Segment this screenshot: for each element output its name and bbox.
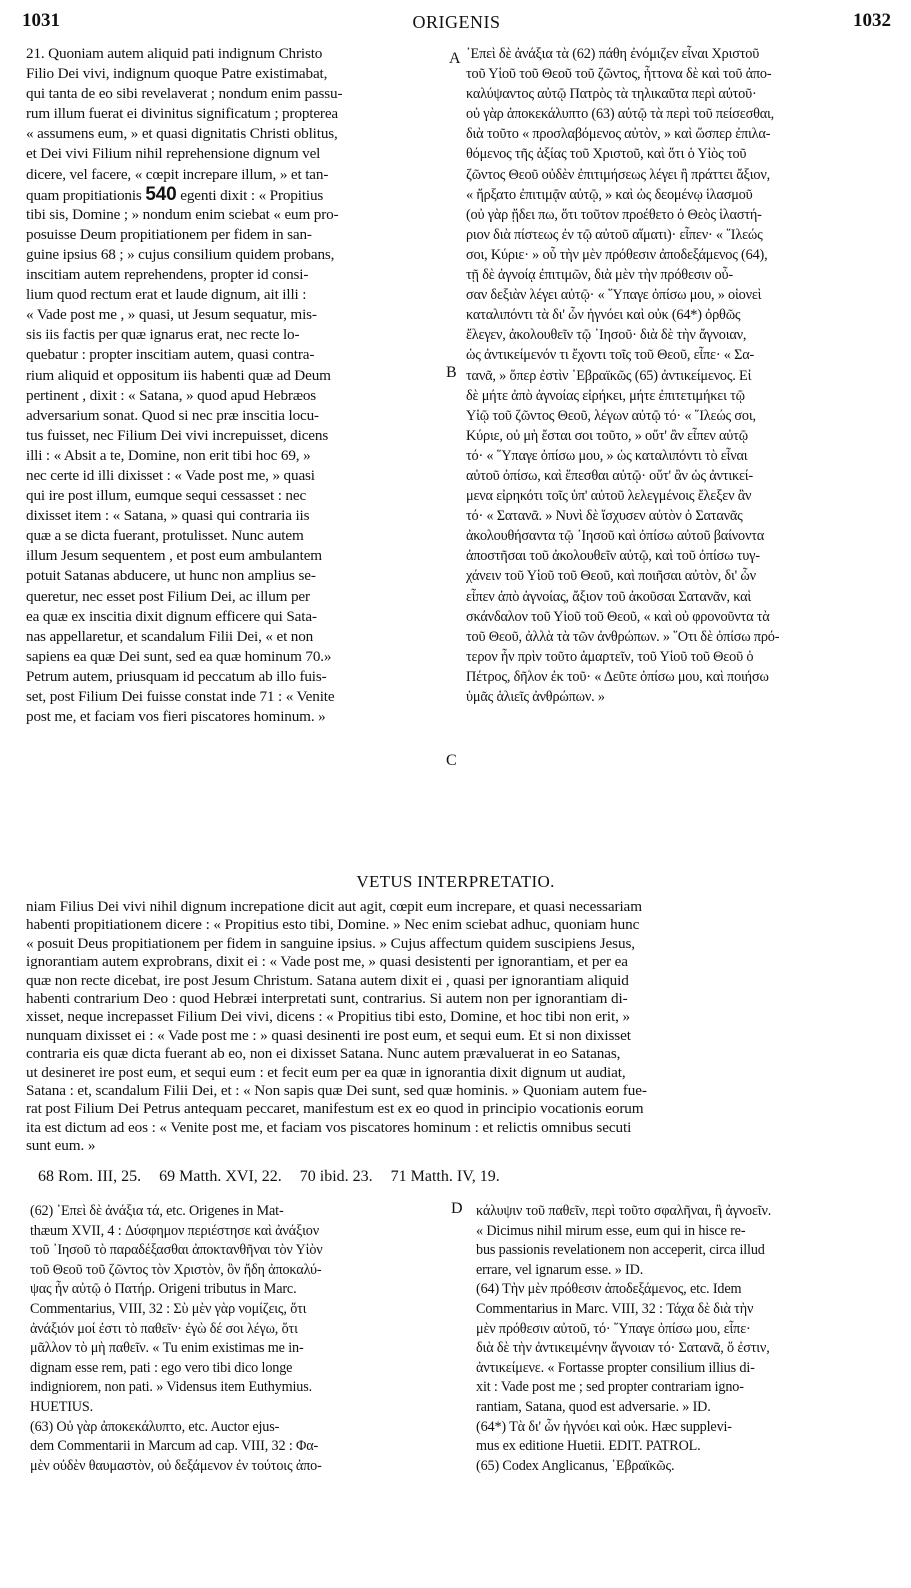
greek-text-line: τανᾶ, » ὅπερ ἐστὶν ῾Εβραϊκῶς (65) ἀντικείμενος. Εἰ [466,367,752,384]
greek-text-line: εἶπεν ἀπὸ ἀγνοίας, ἄξιον τοῦ ἀκοῦσαι Σατανᾶν, καὶ [466,588,752,605]
vetus-text-line: nunquam dixisset ei : « Vade post me : » quasi desinenti ire post eum, et sequi eum. Et si non dixisset [26,1026,631,1044]
greek-text-line: σοι, Κύριε· » οὗ τὴν μὲν πρόθεσιν ἀποδεξάμενος (64), [466,246,768,263]
vetus-text-line: sunt eum. » [26,1137,96,1155]
footnote-line: errare, vel ignarum esse. » ID. [476,1261,644,1278]
footnote-line: mus ex editione Huetii. EDIT. PATROL. [476,1438,701,1455]
footnote-line: μὲν οὐδὲν θαυμαστὸν, οὐ δεξάμενον ἐν τούτοις ἀπο- [30,1457,322,1474]
latin-text-line: pertinent , dixit : « Satana, » quod apud Hebræos [26,386,317,404]
scripture-references [38,1168,518,1186]
vetus-text-line: ignorantiam autem exprobrans, dixit ei : « Vade post me, » quasi desistenti per ignorantiam, et per ea [26,953,628,971]
vetus-text-line: « posuit Deus propitiationem per fidem in sanguine ipsius. » Cujus affectum quidem suscipiens Jesus, [26,934,635,952]
footnote-line: (65) Codex Anglicanus, ῾Εβραϊκῶς. [476,1457,675,1474]
latin-text-line: nec certe id illi dixisset : « Vade post me, » quasi [26,466,315,484]
footnote-line: μᾶλλον τὸ μὴ παθεῖν. « Tu enim existimas me in- [30,1340,304,1357]
footnote-line: dignam esse rem, pati : ego vero tibi dico longe [30,1359,293,1376]
latin-text-line: post me, et faciam vos fieri piscatores hominum. » [26,708,326,726]
footnote-line: indigniorem, non pati. » Vidensus item Euthymius. [30,1379,312,1396]
vetus-text-line: niam Filius Dei vivi nihil dignum increpatione dicit aut agit, cœpit eum increpare, et quasi necessariam [26,898,642,915]
latin-text-line: illum Jesum sequentem , et post eum ambulantem [26,547,322,565]
greek-text-line: ὑμᾶς ἁλιεῖς ἀνθρώπων. » [466,689,605,705]
latin-text-line: Petrum autem, priusquam id peccatum ab illo fuis- [26,667,327,685]
vetus-text-line: contraria eis quæ dicta fuerant ab eo, non ei dixisset Satana. Nunc autem prævaluerat in eo Satanas, [26,1045,621,1063]
latin-text-line: queretur, nec esset post Filium Dei, ac illum per [26,587,310,605]
latin-text-line: quebatur : propter inscitiam autem, quasi contra- [26,346,315,364]
greek-text-line: ἀκολουθήσαντα τῷ ᾿Ιησοῦ καὶ ὀπίσω αὐτοῦ βαίνοντα [466,528,765,545]
greek-column [466,44,896,707]
latin-column [26,44,438,727]
footnote-line: διὰ δὲ τὴν ἀντικειμένην ἄγνοιαν τό· Σατανᾶ, ὅ ἐστιν, [476,1340,770,1357]
footnote-line: ψας ἦν αὐτῷ ὁ Πατήρ. Origeni tributus in Marc. [30,1281,297,1298]
vetus-text-line: ita est dictum ad eos : « Venite post me, et faciam vos piscatores hominum : et relictis omnibus secuti [26,1118,632,1136]
page-number-left: 1031 [22,10,60,31]
vetus-text-line: ut desineret ire post eum, et sequi eum : et fecit eum per ea quæ in ignorantia dixit dignum ut audiat, [26,1063,626,1081]
greek-text-line: ἔλεγεν, ἀκολουθεῖν τῷ ᾿Ιησοῦ· διὰ δὲ τὴν ἄγνοιαν, [466,327,747,344]
footnote-line: κάλυψιν τοῦ παθεῖν, περὶ τοῦτο σφαλῆναι, ἢ ἀγνοεῖν. [476,1203,772,1219]
latin-text-line: tus fuisset, nec Filium Dei vivi increpuisset, dicens [26,426,329,444]
vetus-text-line: Satana : et, scandalum Filii Dei, et : « Non sapis quæ Dei sunt, sed quæ hominis. » Quoniam autem fue- [26,1081,647,1099]
footnotes-right [476,1202,896,1476]
vetus-text-line: rat post Filium Dei Petrus antequam peccaret, manifestum est ex eo quod in principio vocationis eorum [26,1100,644,1118]
latin-text-line: illi : « Absit a te, Domine, non erit tibi hoc 69, » [26,446,311,464]
scripture-reference: 70 ibid. 23. [299,1168,373,1185]
latin-text-line: « assumens eum, » et quasi dignitatis Christi oblitus, [26,125,338,143]
greek-text-line: σκάνδαλον τοῦ Υἱοῦ τοῦ Θεοῦ, « καὶ οὐ φρονοῦντα τὰ [466,608,770,625]
scripture-reference: 68 Rom. III, 25. [38,1168,142,1185]
footnote-line: ἀντικείμενε. « Fortasse propter consilium illius di- [476,1359,755,1376]
greek-text-line: Πέτρος, δῆλον ἐκ τοῦ· « Δεῦτε ὀπίσω μου, καὶ ποιήσω [466,668,769,685]
latin-text-line: adversarium sonat. Quod si nec præ inscitia locu- [26,406,319,424]
greek-text-line: καταλιπόντι τὰ δι' ὧν ἠγνόει καὶ οὐκ (64*) ὀρθῶς [466,307,741,324]
latin-text-line: dicere, vel facere, « cœpit increpare illum, » et tan- [26,165,329,183]
vetus-interpretatio-title: VETUS INTERPRETATIO. [356,872,555,891]
greek-text-line: ριον διὰ πίστεως ἐν τῷ αὐτοῦ αἵματι)· εἶπεν· « ῞Ιλεώς [466,226,763,243]
greek-text-line: ᾿Επεὶ δὲ ἀνάξια τὰ (62) πάθη ἐνόμιζεν εἶναι Χριστοῦ [466,46,760,62]
greek-text-line: (οὐ γὰρ ᾔδει πω, ὅτι τοῦτον προέθετο ὁ Θεὸς ἱλαστή- [466,206,762,223]
latin-text-line: et Dei vivi Filium nihil reprehensione dignum vel [26,145,321,163]
latin-text-line: rium aliquid et oppositum iis habenti quæ ad Deum [26,366,331,384]
footnote-line: Commentarius, VIII, 32 : Σὺ μὲν γὰρ νομίζεις, ὅτι [30,1300,307,1317]
footnote-line: xit : Vade post me ; sed propter contrariam igno- [476,1379,744,1396]
latin-text-line: qui ire post illum, eumque sequi cessasset : nec [26,487,307,505]
latin-text-line: ea quæ ex inscitia dixit dignum efficere qui Sata- [26,607,317,625]
footnote-line: thæum XVII, 4 : Δύσφημον περιέστησε καὶ ἀνάξιον [30,1222,320,1239]
footnote-line: rantiam, Satana, quod est adversarie. » ID. [476,1398,711,1415]
greek-text-line: ὡς ἀντικείμενόν τι ἔχοντι τοῖς τοῦ Θεοῦ, εἶπε· « Σα- [466,347,755,364]
greek-text-line: Κύριε, οὐ μὴ ἔσται σοι τοῦτο, » οὔτ' ἂν εἶπεν αὐτῷ [466,427,748,444]
vetus-interpretatio-text [26,898,898,1155]
vetus-text-line: habenti contrarium Deo : quod Hebræi interpretati sunt, contrarius. Si autem non per ignorantiam di- [26,989,628,1007]
page-header [14,2,899,32]
latin-text-line: potuit Satanas abducere, ut hunc non amplius se- [26,567,316,585]
latin-text-line: set, post Filium Dei fuisse constat inde 71 : « Venite [26,688,335,705]
greek-text-line: μενα εἰρηκότι τοῖς ὑπ' αὐτοῦ λελεγμένοις ἔλεξεν ἂν [466,488,752,505]
greek-text-line: τοῦ Υἱοῦ τοῦ Θεοῦ τοῦ ζῶντος, ἧττονα δὲ καὶ τοῦ ἀπο- [466,66,772,83]
footnote-line: HUETIUS. [30,1398,94,1415]
vetus-text-line: quæ non recte dicebat, ire post Jesum Christum. Satana autem dixit ei , quasi per ignorantiam aliquid [26,971,629,989]
latin-text-line: rum illum fuerat ei divinitus significatum ; propterea [26,105,339,123]
scripture-reference: 69 Matth. XVI, 22. [159,1168,282,1185]
greek-text-line: οὐ γὰρ ἀποκεκάλυπτο (63) αὐτῷ τὰ περὶ τοῦ πείσεσθαι, [466,106,775,123]
greek-text-line: ζῶντος Θεοῦ οὐδὲν ἐπιτιμήσεως λέγει ἢ πράττει ἄξιον, [466,166,770,183]
footnote-line: Commentarius in Marc. VIII, 32 : Τάχα δὲ διὰ τὴν [476,1300,754,1317]
scripture-reference: 71 Matth. IV, 19. [390,1168,500,1185]
greek-text-line: θόμενος τῆς ἀξίας τοῦ Χριστοῦ, καὶ ὅτι ὁ Υἱὸς τοῦ [466,146,747,163]
footnote-line: μὲν πρόθεσιν αὐτοῦ, τό· ῞Υπαγε ὀπίσω μου, εἶπε· [476,1320,751,1337]
latin-text-line: Filio Dei vivi, indignum quoque Patre existimabat, [26,65,328,83]
margin-letter-c: C [446,752,457,769]
footnote-line: (64*) Τὰ δι' ὧν ἠγνόει καὶ οὐκ. Hæc supplevi- [476,1418,732,1435]
latin-text-line: posuisse Deum propitiationem per fidem in san- [26,225,312,243]
greek-text-line: αὐτοῦ ὀπίσω, καὶ ἕπεσθαι αὐτῷ· οὔτ' ἂν ὡς ἀντικεί- [466,467,753,484]
margin-letter-a: A [449,50,461,67]
latin-text-line: quæ a se dicta fuerant, protulisset. Nunc autem [26,527,304,545]
latin-text-line: dixisset item : « Satana, » quasi qui contraria iis [26,507,310,525]
latin-text-line: tibi sis, Domine ; » nondum enim sciebat « eum pro- [26,205,339,223]
latin-text-line: guine ipsius 68 ; » cujus consilium quidem probans, [26,245,335,263]
footnote-line: τοῦ ᾿Ιησοῦ τὸ παραδέξασθαι ἀποκτανθῆναι τὸν Υἱὸν [30,1242,323,1259]
greek-text-line: διὰ τοῦτο « προσλαβόμενος αὐτὸν, » καὶ ὥσπερ ἐπιλα- [466,126,771,143]
footnote-line: ἀνάξιόν μοί ἐστι τὸ παθεῖν· ἐγὼ δέ σοι λέγω, ὅτι [30,1320,298,1337]
footnotes-left [30,1202,446,1476]
latin-text-line: sis iis factis per quæ ignarus erat, nec recte lo- [26,326,300,344]
running-title: ORIGENIS [412,12,501,32]
latin-text-line: sapiens ea quæ Dei sunt, sed ea quæ hominum 70.» [26,647,332,665]
footnote-line: τοῦ Θεοῦ τοῦ ζῶντος τὸν Χριστὸν, ὃν ἤδη ἀποκαλύ- [30,1261,322,1278]
footnote-line: (62) ᾿Επεὶ δὲ ἀνάξια τά, etc. Origenes in Mat- [30,1203,284,1219]
latin-text-line: lium quod rectum erat et laude dignum, ait illi : [26,286,307,304]
latin-text-line: 21. Quoniam autem aliquid pati indignum Christo [26,45,323,62]
greek-text-line: σαν δεξιὰν λέγει αὐτῷ· « ῞Υπαγε ὀπίσω μου, » οἱονεὶ [466,287,762,304]
greek-text-line: τοῦ Θεοῦ, ἀλλὰ τὰ τῶν ἀνθρώπων. » ῞Οτι δὲ ὀπίσω πρό- [466,628,780,645]
greek-text-line: τῇ δὲ ἀγνοίᾳ ἐπιτιμῶν, διὰ μὲν τὴν πρόθεσιν οὖ- [466,267,733,284]
greek-text-line: δὲ μήτε ἀπὸ ἀγνοίας εἰρήκει, μήτε ἐπιτετιμήκει τῷ [466,387,745,404]
greek-text-line: τό· « Σατανᾶ. » Νυνὶ δὲ ἴσχυσεν αὐτὸν ὁ Σατανᾶς [466,508,743,525]
latin-text-line: quam propitiationis 540 egenti dixit : « Propitius [26,184,324,205]
margin-letter-d: D [451,1200,463,1217]
latin-text-line: qui tanta de eo sibi revelaverat ; nondum enim passu- [26,85,343,103]
greek-text-line: « ἤρξατο ἐπιτιμᾷν αὐτῷ, » καὶ ὡς δεομένῳ ἱλασμοῦ [466,186,753,203]
greek-text-line: τερον ἦν πρὶν τοῦτο ἁμαρτεῖν, τοῦ Υἱοῦ τοῦ Θεοῦ ὁ [466,648,754,665]
greek-text-line: χάνειν τοῦ Υἱοῦ τοῦ Θεοῦ, καὶ ποιῆσαι αὐτὸν, δι' ὧν [466,568,756,585]
margin-letter-b: B [446,364,457,381]
greek-text-line: καλύψαντος αὐτῷ Πατρὸς τὰ τηλικαῦτα περὶ αὐτοῦ· [466,86,757,103]
vetus-text-line: habenti propitiationem dicere : « Propitius esto tibi, Domine. » Nec enim sciebat adhuc, quoniam hunc [26,916,640,934]
footnote-line: dem Commentarii in Marcum ad cap. VIII, 32 : Φα- [30,1438,319,1455]
footnote-line: (63) Οὐ γὰρ ἀποκεκάλυπτο, etc. Auctor ejus- [30,1418,280,1435]
footnote-line: bus passionis revelationem non acceperit, circa illud [476,1242,765,1259]
footnote-line: « Dicimus nihil mirum esse, eum qui in hisce re- [476,1222,746,1239]
latin-text-line: nas appellaretur, et scandalum Filii Dei, « et non [26,627,314,645]
page-number-right: 1032 [853,10,891,31]
greek-text-line: Υἱῷ τοῦ ζῶντος Θεοῦ, λέγων αὐτῷ τό· « ῞Ιλεώς σοι, [466,407,756,424]
footnote-line: (64) Τὴν μὲν πρόθεσιν ἀποδεξάμενος, etc. Idem [476,1281,742,1298]
greek-text-line: ἀποστῆσαι τοῦ ἀκολουθεῖν αὐτῷ, καὶ τοῦ ὀπίσω τυγ- [466,548,760,565]
vetus-text-line: xisset, neque increpasset Filium Dei vivi, dicens : « Propitius tibi esto, Domine, et hoc tibi non erit, » [26,1008,630,1026]
column-number: 540 [145,184,177,205]
latin-text-line: inscitiam autem reprehendens, propter id consi- [26,266,309,284]
greek-text-line: τό· « ῞Υπαγε ὀπίσω μου, » ὡς καταλιπόντι τὸ εἶναι [466,447,748,464]
latin-text-line: « Vade post me , » quasi, ut Jesum sequatur, mis- [26,306,317,324]
